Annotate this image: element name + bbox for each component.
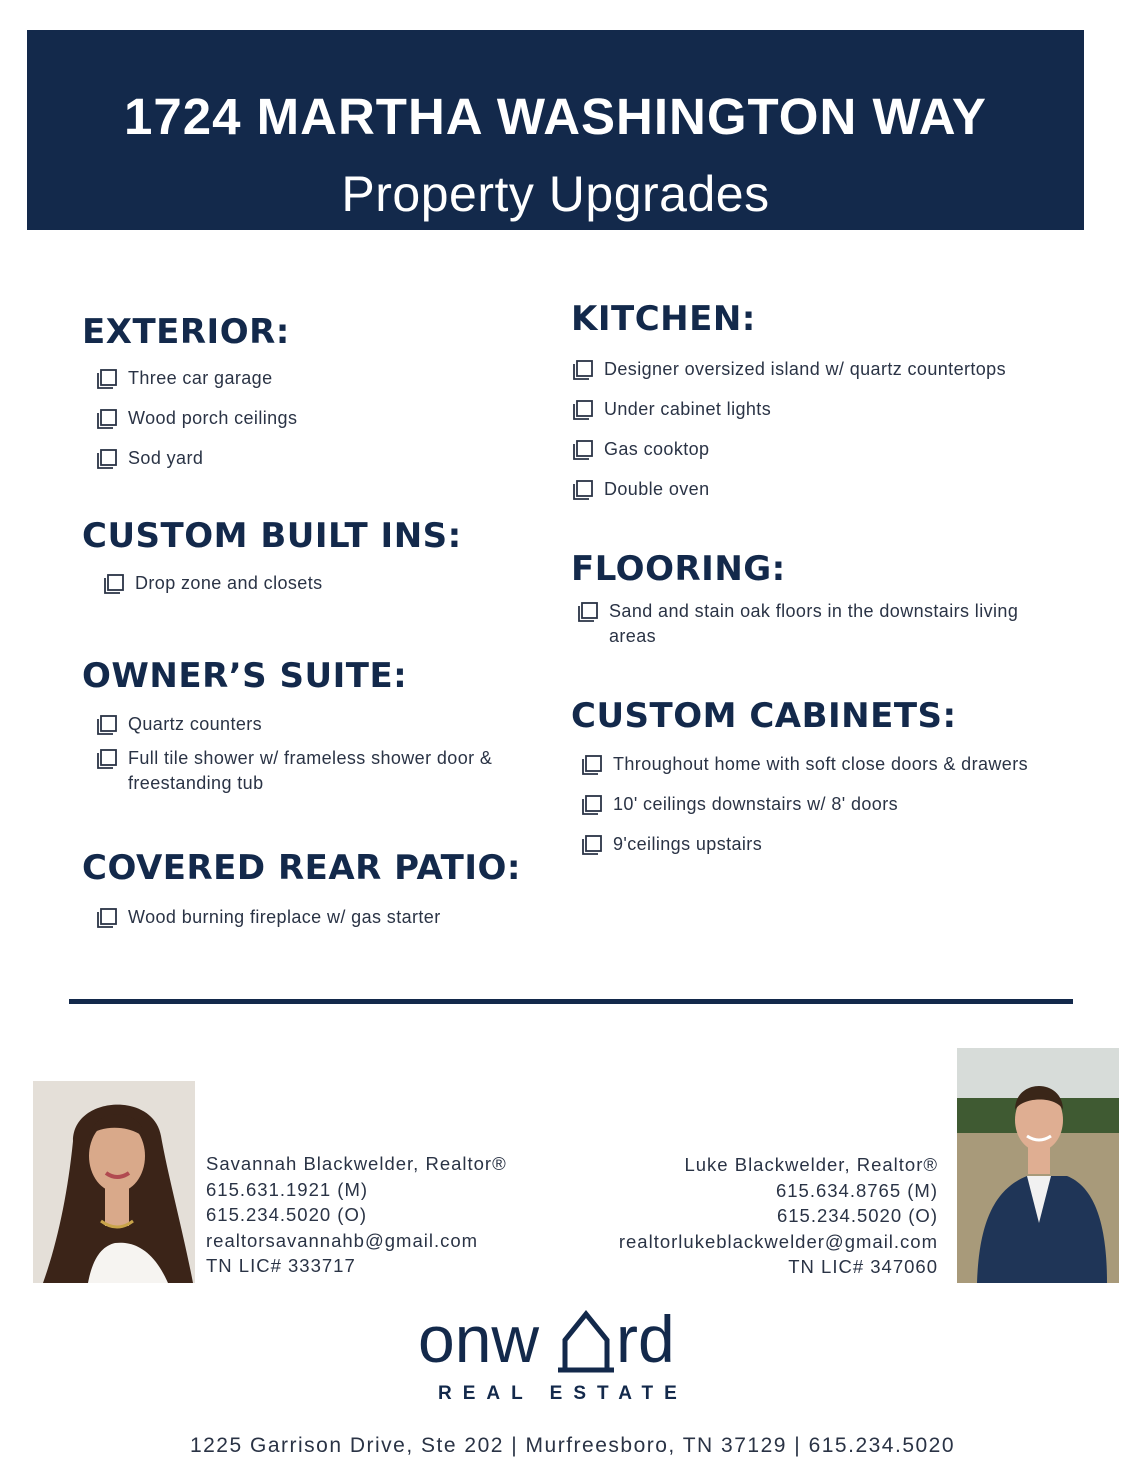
logo-word-end: rd xyxy=(616,1302,675,1376)
section-exterior xyxy=(82,312,297,486)
checkbox-icon xyxy=(95,906,119,930)
agent-name: Luke Blackwelder, Realtor® xyxy=(684,1154,938,1175)
checkbox-icon xyxy=(95,407,119,431)
list-item: Sand and stain oak floors in the downstairs living areas xyxy=(576,599,1061,649)
checkbox-icon xyxy=(571,438,595,462)
checkbox-icon xyxy=(95,447,119,471)
section-divider xyxy=(69,999,1073,1004)
section-title: FLOORING: xyxy=(571,549,786,589)
checkbox-icon xyxy=(571,398,595,422)
list-item: Designer oversized island w/ quartz countertops xyxy=(571,357,1006,397)
checkbox-icon xyxy=(571,358,595,382)
section-title: KITCHEN: xyxy=(571,299,756,339)
section-title: EXTERIOR: xyxy=(82,312,290,352)
agent-license: TN LIC# 347060 xyxy=(788,1256,938,1278)
checkbox-icon xyxy=(95,367,119,391)
list-item: Double oven xyxy=(571,477,1006,517)
list-item: 9'ceilings upstairs xyxy=(580,832,1028,872)
office-address-footer: 1225 Garrison Drive, Ste 202 | Murfreesboro, TN 37129 | 615.234.5020 xyxy=(189,1434,956,1457)
section-covered-rear-patio xyxy=(82,848,521,930)
section-custom-cabinets xyxy=(571,696,1028,872)
agent-mobile[interactable]: 615.634.8765 (M) xyxy=(775,1179,938,1201)
section-custom-built-ins xyxy=(82,516,462,596)
section-owners-suite xyxy=(82,656,535,796)
logo-tagline: REAL ESTATE xyxy=(438,1383,688,1404)
checkbox-icon xyxy=(571,478,595,502)
agent-photo-luke xyxy=(957,1048,1119,1283)
list-item: Drop zone and closets xyxy=(102,571,462,596)
checkbox-icon xyxy=(580,833,604,857)
header-banner xyxy=(27,30,1084,230)
section-title: CUSTOM CABINETS: xyxy=(571,696,957,736)
section-title: COVERED REAR PATIO: xyxy=(82,848,521,888)
list-item: 10' ceilings downstairs w/ 8' doors xyxy=(580,792,1028,832)
list-item: Gas cooktop xyxy=(571,437,1006,477)
checkbox-icon xyxy=(95,713,119,737)
agent-info-savannah xyxy=(206,1151,507,1279)
checkbox-icon xyxy=(95,747,119,771)
agent-license: TN LIC# 333717 xyxy=(206,1255,356,1277)
list-item: Under cabinet lights xyxy=(571,397,1006,437)
list-item: Full tile shower w/ frameless shower door & freestanding tub xyxy=(95,746,535,796)
section-kitchen xyxy=(571,299,1006,517)
checkbox-icon xyxy=(576,600,600,624)
agent-office-phone[interactable]: 615.234.5020 (O) xyxy=(776,1205,938,1227)
portrait-woman-image xyxy=(33,1081,195,1283)
list-item: Throughout home with soft close doors & drawers xyxy=(580,752,1028,792)
agent-office-phone[interactable]: 615.234.5020 (O) xyxy=(206,1204,368,1226)
list-item: Three car garage xyxy=(95,366,297,406)
agent-mobile[interactable]: 615.631.1921 (M) xyxy=(206,1178,369,1200)
section-title: OWNER’S SUITE: xyxy=(82,656,408,696)
onward-real-estate-logo xyxy=(418,1300,694,1410)
agent-photo-savannah xyxy=(33,1081,195,1283)
list-item: Wood burning fireplace w/ gas starter xyxy=(95,905,521,930)
portrait-man-image xyxy=(957,1048,1119,1283)
agent-name: Savannah Blackwelder, Realtor® xyxy=(206,1153,507,1174)
list-item: Quartz counters xyxy=(95,712,535,746)
property-address: 1724 MARTHA WASHINGTON WAY xyxy=(124,88,987,145)
section-title: CUSTOM BUILT INS: xyxy=(82,516,462,556)
list-item: Wood porch ceilings xyxy=(95,406,297,446)
agent-info-luke xyxy=(619,1152,938,1280)
agent-email[interactable]: realtorsavannahb@gmail.com xyxy=(206,1229,479,1251)
checkbox-icon xyxy=(102,572,126,596)
logo-word-start: onw xyxy=(418,1302,540,1376)
agent-email[interactable]: realtorlukeblackwelder@gmail.com xyxy=(618,1230,938,1252)
section-flooring xyxy=(571,549,1061,649)
logo-wordmark xyxy=(418,1300,694,1380)
list-item: Sod yard xyxy=(95,446,297,486)
checkbox-icon xyxy=(580,793,604,817)
page-subtitle: Property Upgrades xyxy=(341,166,770,222)
checkbox-icon xyxy=(580,753,604,777)
